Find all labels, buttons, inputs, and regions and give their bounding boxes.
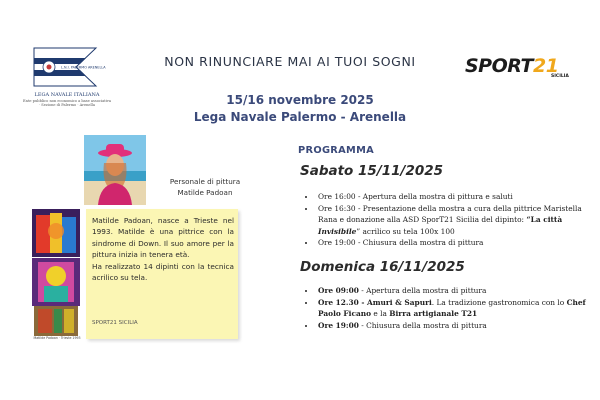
lega-navale-flag-icon: [32, 44, 106, 90]
schedule-item: • Ore 19:00 - Chiusura della mostra di pittura: [316, 237, 594, 249]
bio-paragraph-2: Ha realizzato 14 dipinti con la tecnica acrilico su tela.: [92, 261, 234, 283]
exhibition-label: Personale di pittura: [169, 177, 241, 186]
lega-navale-logo: [32, 44, 106, 94]
painting-thumbnail: [32, 258, 80, 306]
sport21-word: SPORT: [465, 55, 533, 77]
lega-navale-subtitle: Ente pubblico non economico a base associativa · Sezione di Palermo · Arenella: [23, 99, 111, 108]
flag-text: L.N.I. PALERMO ARENELLA: [61, 65, 106, 70]
schedule-item: • Ore 19:00 - Chiusura della mostra di pittura: [316, 320, 594, 332]
sport21-sicilia: SICILIA: [551, 74, 569, 79]
event-location: Lega Navale Palermo - Arenella: [193, 110, 407, 124]
bio-paragraph-1: Matilde Padoan, nasce a Trieste nel 1993. Matilde è una pittrice con la sindrome di Down. Il suo amore per la pittura inizia in tenera età.: [92, 216, 234, 260]
sport21-logo: [463, 52, 573, 80]
lega-navale-name: LEGA NAVALE ITALIANA: [34, 92, 100, 98]
bio-signature: SPORT21 SICILIA: [92, 320, 138, 326]
programme-title: PROGRAMMA: [298, 145, 374, 156]
painting-thumbnail: [34, 306, 78, 336]
day2-schedule: [306, 285, 594, 331]
artist-photo: [84, 135, 146, 205]
artist-name: Matilde Padoan: [177, 188, 233, 197]
day2-title: Domenica 16/11/2025: [300, 259, 465, 275]
day1-schedule: [306, 191, 594, 249]
painting-thumbnail: [32, 209, 80, 257]
sport21-number: 21: [533, 55, 559, 77]
sport21-logo-mark: [463, 52, 573, 80]
headline: NON RINUNCIARE MAI AI TUOI SOGNI: [164, 54, 416, 69]
schedule-item: • Ore 16:30 - Presentazione della mostra a cura della pittrice Maristella Rana e donazione alla ASD SporT21 Sicilia del dipinto: “La città Invisibile” acrilico su tela 100x 100: [316, 203, 594, 238]
schedule-item: • Ore 09:00 - Apertura della mostra di pittura: [316, 285, 594, 297]
day1-title: Sabato 15/11/2025: [300, 163, 444, 179]
schedule-item: • Ore 16:00 - Apertura della mostra di pittura e saluti: [316, 191, 594, 203]
bio-text: [92, 215, 234, 283]
event-dates: 15/16 novembre 2025: [226, 93, 374, 107]
schedule-item: • Ore 12.30 - Amuri & Sapuri. La tradizione gastronomica con lo Chef Paolo Ficano e la Birra artigianale T21: [316, 297, 594, 320]
painting-caption: Matilde Padoan · Trieste 1993: [33, 336, 81, 340]
